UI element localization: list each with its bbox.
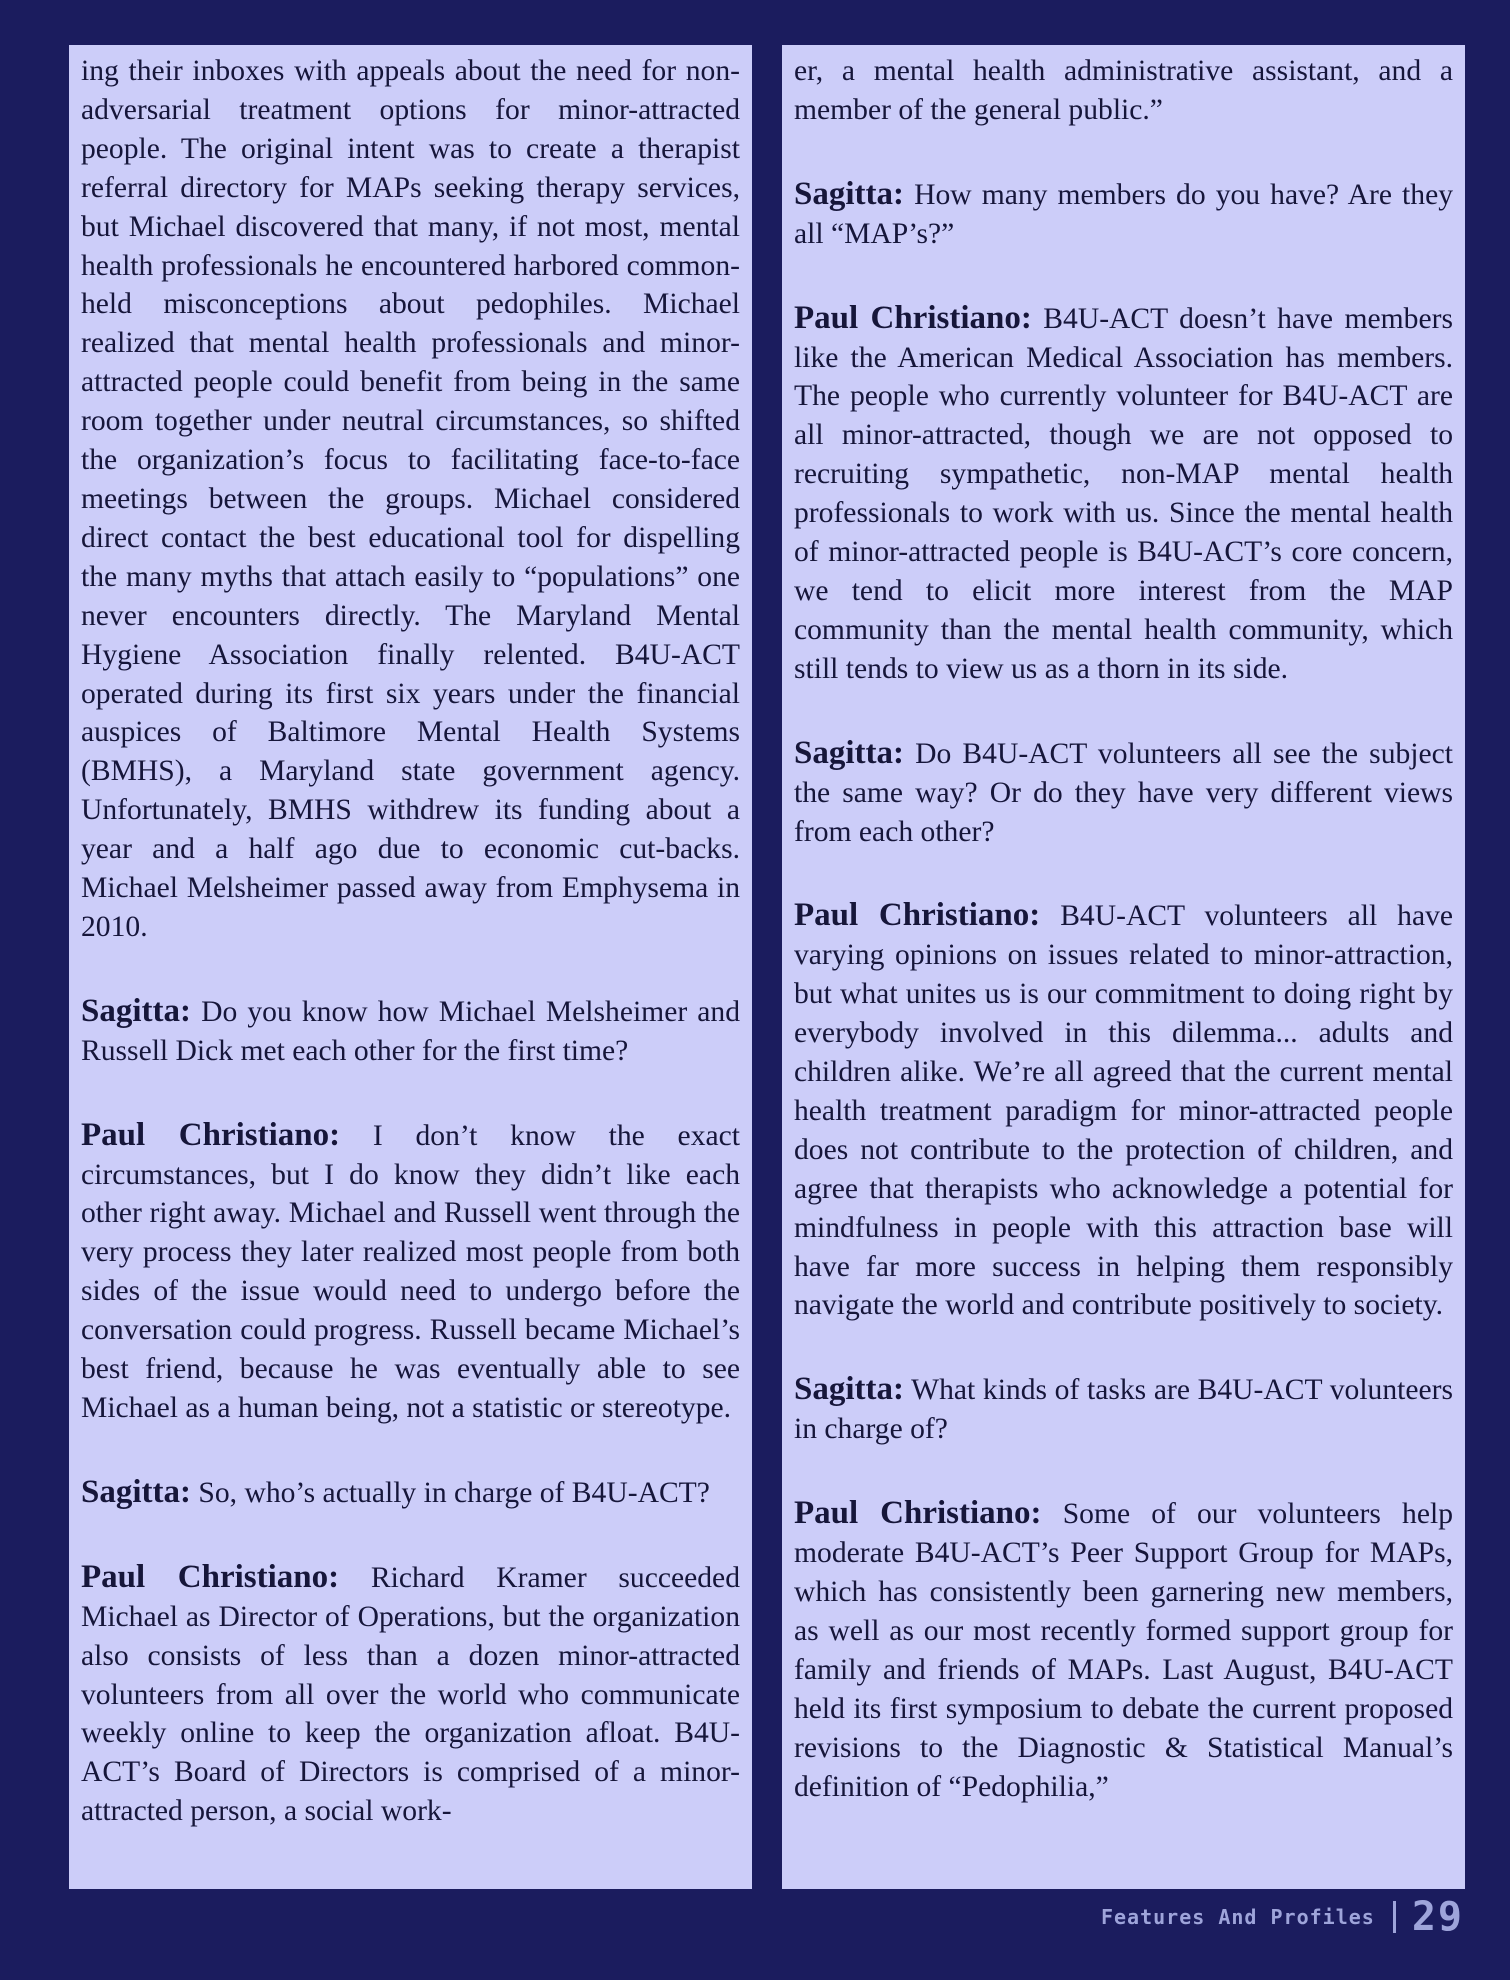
paragraph-text: B4U-ACT volunteers all have varying opinions on issues related to minor-attraction, but what unites us is our commitment to doing right by everybody involved in this dilemma... adults and children alike. We’re all agreed that the current mental health treatment paradigm for minor-attracted people does not contribute to the protection of children, and agree that therapists who acknowledge a potential for mindfulness in people with this attraction base will have far more success in helping them responsibly navigate the world and contribute positively to society.: [794, 900, 1454, 1322]
paragraph: [794, 896, 1453, 1325]
speaker-label: Sagitta:: [81, 992, 191, 1029]
paragraph-text: Some of our volunteers help moderate B4U-ACT’s Peer Support Group for MAPs, which has consistently been garnering new members, as well as our most recently formed support group for family and friends of MAPs. Last August, B4U-ACT held its first symposium to debate the current proposed revisions to the Diagnostic & Statistical Manual’s definition of “Pedophilia,”: [794, 1498, 1453, 1803]
paragraph: [81, 1558, 740, 1831]
paragraph: [81, 992, 740, 1071]
paragraph-text: er, a mental health administrative assistant, and a member of the general public.”: [794, 55, 1453, 126]
paragraph: [794, 175, 1453, 254]
paragraph-text: How many members do you have? Are they all “MAP’s?”: [794, 178, 1453, 250]
paragraph: [794, 1494, 1453, 1806]
speaker-label: Paul Christiano:: [81, 1116, 341, 1153]
speaker-label: Sagitta:: [794, 175, 904, 212]
page-number: 29: [1411, 1894, 1464, 1940]
speaker-label: Paul Christiano:: [794, 1495, 1042, 1532]
paragraph: [794, 1370, 1453, 1449]
paragraph-text: Do you know how Michael Melsheimer and Russell Dick met each other for the first time?: [81, 995, 741, 1067]
paragraph: [794, 51, 1453, 130]
left-text-column: [69, 45, 752, 1889]
section-title: Features And Profiles: [1100, 1905, 1375, 1929]
paragraph-text: What kinds of tasks are B4U-ACT volunteers in charge of?: [794, 1374, 1453, 1446]
paragraph: [794, 734, 1453, 852]
speaker-label: Paul Christiano:: [794, 897, 1041, 934]
footer-divider: [1393, 1901, 1396, 1933]
speaker-label: Sagitta:: [81, 1473, 191, 1510]
speaker-label: Sagitta:: [794, 1371, 904, 1408]
paragraph-text: Richard Kramer succeeded Michael as Director of Operations, but the organization also consists of less than a dozen minor-attracted volunteers from all over the world who communicate weekly online to keep the organization afloat. B4U-ACT’s Board of Directors is comprised of a minor-attracted person, a social work-: [81, 1561, 740, 1828]
paragraph-text: ing their inboxes with appeals about the need for non-adversarial treatment options for minor-attracted people. The original intent was to create a therapist referral directory for MAPs seeking therapy services, but Michael discovered that many, if not most, mental health professionals he encountered harbored common-held misconceptions about pedophiles. Michael realized that mental health professionals and minor-attracted people could benefit from being in the same room together under neutral circumstances, so shifted the organization’s focus to facilitating face-to-face meetings between the groups. Michael considered direct contact the best educational tool for dispelling the many myths that attach easily to “populations” one never encounters directly. The Maryland Mental Hygiene Association finally relented. B4U-ACT operated during its first six years under the financial auspices of Baltimore Mental Health Systems (BMHS), a Maryland state government agency. Unfortunately, BMHS withdrew its funding about a year and a half ago due to economic cut-backs. Michael Melsheimer passed away from Emphysema in 2010.: [81, 55, 740, 943]
paragraph-text: I don’t know the exact circumstances, but I do know they didn’t like each other right away. Michael and Russell went through the very process they later realized most people from both sides of the issue would need to undergo before the conversation could progress. Russell became Michael’s best friend, because he was eventually able to see Michael as a human being, not a statistic or stereotype.: [81, 1119, 740, 1424]
speaker-label: Paul Christiano:: [794, 299, 1032, 336]
speaker-label: Paul Christiano:: [81, 1558, 340, 1595]
paragraph-text: B4U-ACT doesn’t have members like the American Medical Association has members. The people who currently volunteer for B4U-ACT are all minor-attracted, though we are not opposed to recruiting sympathetic, non-MAP mental health professionals to work with us. Since the mental health of minor-attracted people is B4U-ACT’s core concern, we tend to elicit more interest from the MAP community than the mental health community, which still tends to view us as a thorn in its side.: [794, 302, 1453, 685]
speaker-label: Sagitta:: [794, 734, 904, 771]
paragraph-text: So, who’s actually in charge of B4U-ACT?: [198, 1476, 710, 1509]
paragraph: [81, 1116, 740, 1428]
paragraph-text: Do B4U-ACT volunteers all see the subject the same way? Or do they have very different views from each other?: [794, 737, 1454, 848]
right-text-column: [782, 45, 1465, 1889]
paragraph: [81, 1473, 740, 1513]
paragraph: [81, 51, 740, 947]
paragraph: [794, 299, 1453, 689]
page-footer: [1100, 1894, 1464, 1940]
